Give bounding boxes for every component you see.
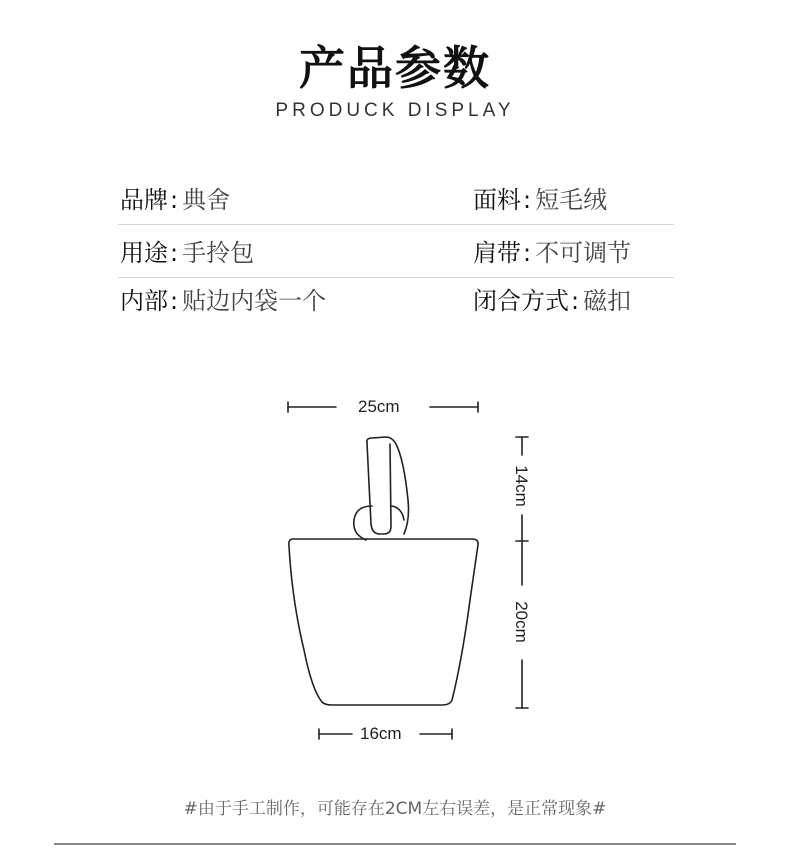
spec-fabric-label: 面料 (473, 186, 521, 214)
bag-body (289, 539, 478, 705)
bottom-divider (54, 843, 736, 845)
tolerance-note: #由于手工制作，可能存在2CM左右误差，是正常现象# (183, 799, 607, 819)
dim-width-top: 25cm (358, 397, 400, 416)
spec-interior-value: 贴边内袋一个 (182, 287, 327, 315)
spec-fabric-value: 短毛绒 (535, 186, 608, 214)
bag-ring (354, 506, 404, 540)
spec-interior-label: 内部 (120, 287, 168, 315)
spec-strap-label: 肩带 (473, 239, 521, 267)
spec-closure-value: 磁扣 (583, 287, 632, 315)
spec-closure-label: 闭合方式 (473, 287, 569, 315)
dim-width-bottom: 16cm (360, 724, 402, 743)
spec-strap-value: 不可调节 (535, 239, 632, 267)
spec-separator: : (571, 287, 580, 315)
page-title: 产品参数 (299, 41, 491, 95)
spec-usage-value: 手拎包 (182, 239, 255, 267)
page-subtitle: PRODUCK DISPLAY (275, 100, 515, 121)
spec-separator: : (523, 186, 532, 214)
bag-handle-inner (367, 443, 391, 534)
spec-brand-label: 品牌 (120, 186, 168, 214)
dim-handle-height: 14cm (511, 465, 531, 507)
spec-usage-label: 用途 (120, 239, 168, 267)
dim-body-height: 20cm (511, 601, 531, 643)
spec-separator: : (523, 239, 532, 267)
spec-brand-value: 典舍 (182, 186, 231, 214)
spec-separator: : (170, 287, 179, 315)
spec-separator: : (170, 239, 179, 267)
spec-separator: : (170, 186, 179, 214)
bag-handle-outer (367, 437, 409, 534)
